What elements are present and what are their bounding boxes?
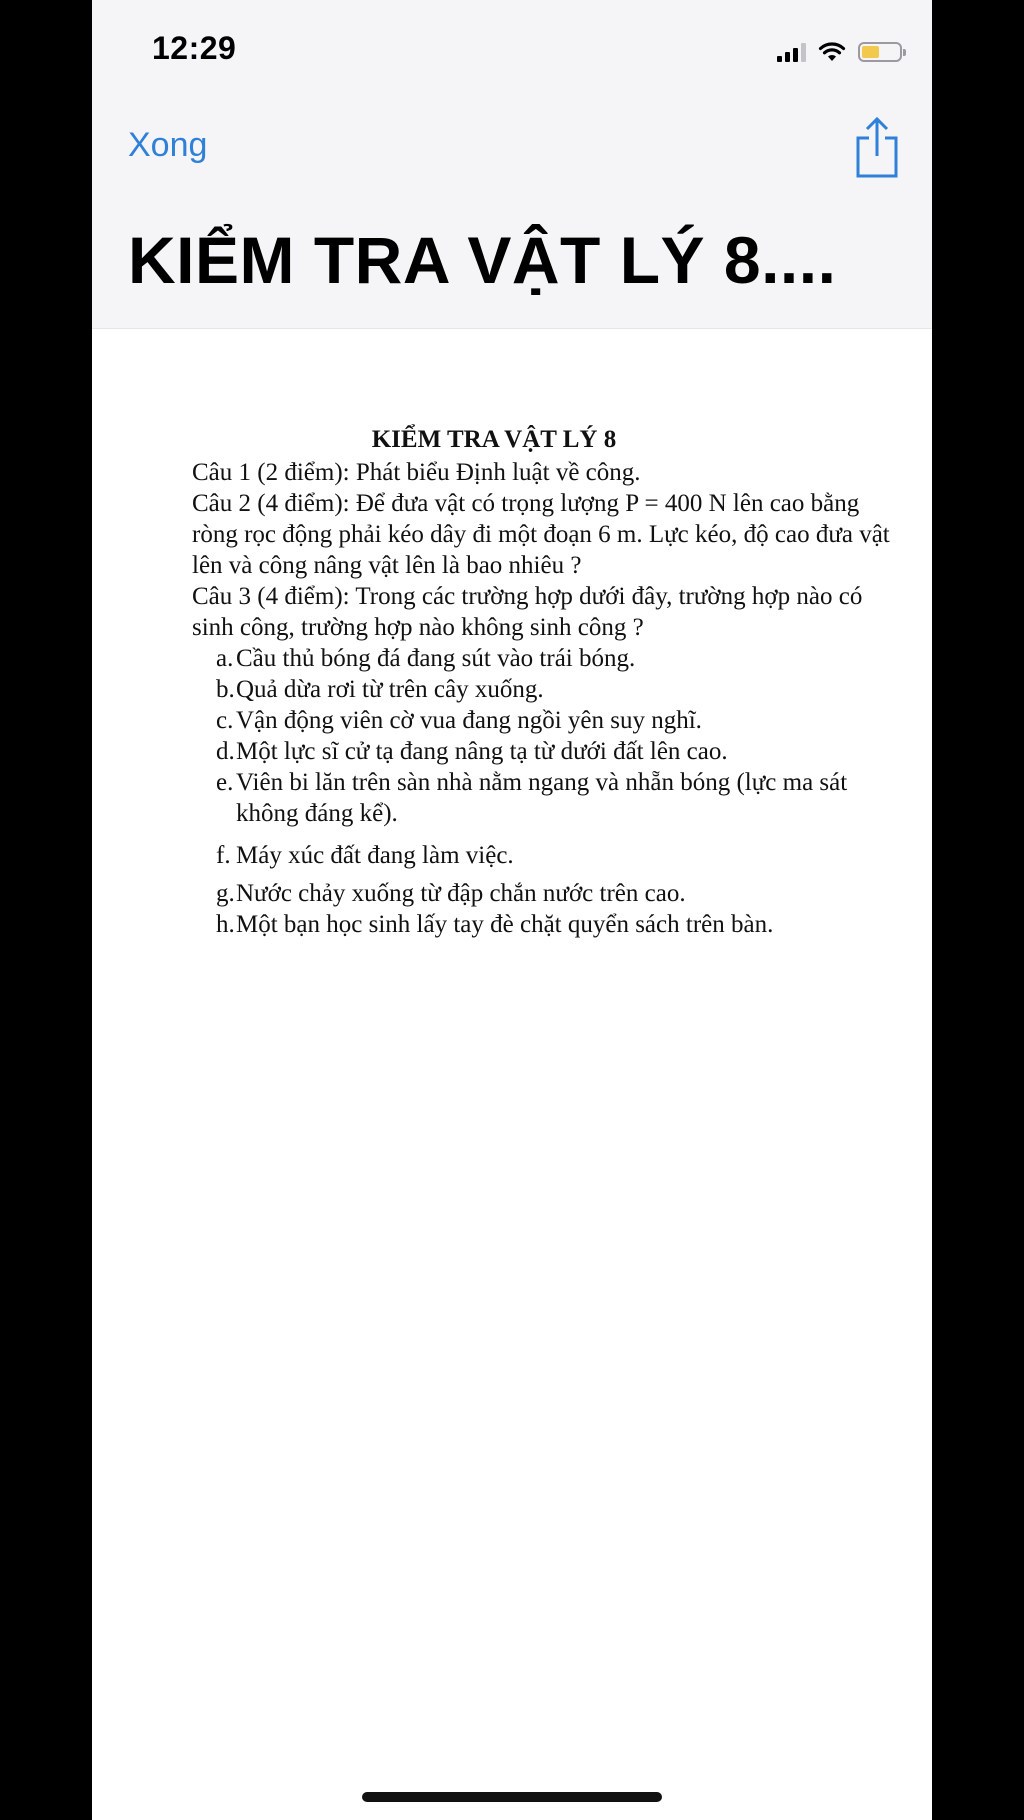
- option-text: Vận động viên cờ vua đang ngồi yên suy nghĩ.: [236, 707, 702, 734]
- share-button[interactable]: [852, 114, 902, 180]
- navigation-header: [92, 0, 932, 329]
- option-mark: a.: [216, 645, 234, 672]
- share-icon: [852, 114, 902, 180]
- option-mark: e.: [216, 769, 234, 796]
- option-mark: b.: [216, 676, 235, 703]
- question-3: Câu 3 (4 điểm): Trong các trường hợp dưới đây, trường hợp nào có sinh công, trường hợp nào không sinh công ?: [192, 583, 863, 641]
- home-indicator[interactable]: [362, 1792, 662, 1802]
- option-h: [192, 909, 892, 940]
- wifi-icon: [818, 41, 846, 63]
- option-mark: g.: [216, 880, 235, 907]
- option-text: Máy xúc đất đang làm việc.: [236, 842, 514, 869]
- document-content: [192, 424, 892, 940]
- signal-icon: [777, 42, 806, 62]
- page-title: KIỂM TRA VẬT LÝ 8....: [128, 223, 837, 297]
- option-f: [192, 840, 892, 871]
- option-text: Một bạn học sinh lấy tay đè chặt quyển sách trên bàn.: [236, 911, 774, 938]
- question-2: Câu 2 (4 điểm): Để đưa vật có trọng lượng P = 400 N lên cao bằng ròng rọc động phải kéo dây đi một đoạn 6 m. Lực kéo, độ cao đưa vật lên và công nâng vật lên là bao nhiêu ?: [192, 490, 890, 579]
- phone-screen: [92, 0, 932, 1820]
- option-b: [192, 674, 892, 705]
- option-g: [192, 878, 892, 909]
- option-mark: d.: [216, 738, 235, 765]
- status-time: 12:29: [152, 30, 237, 66]
- option-text: Quả dừa rơi từ trên cây xuống.: [236, 676, 544, 703]
- battery-level: [862, 46, 879, 58]
- battery-icon: [858, 42, 902, 62]
- status-icons: [777, 38, 902, 66]
- answer-options-list: [192, 643, 892, 940]
- option-d: [192, 736, 892, 767]
- done-button[interactable]: Xong: [128, 126, 208, 164]
- document-title: KIỂM TRA VẬT LÝ 8: [371, 426, 617, 453]
- option-e: [192, 767, 892, 829]
- option-text: Một lực sĩ cử tạ đang nâng tạ từ dưới đất lên cao.: [236, 738, 728, 765]
- option-text: Cầu thủ bóng đá đang sút vào trái bóng.: [236, 645, 636, 672]
- option-text: Viên bi lăn trên sàn nhà nằm ngang và nhẵn bóng (lực ma sát không đáng kể).: [236, 769, 848, 827]
- option-a: [192, 643, 892, 674]
- question-1: Câu 1 (2 điểm): Phát biểu Định luật về công.: [192, 459, 641, 486]
- option-mark: c.: [216, 707, 234, 734]
- option-c: [192, 705, 892, 736]
- option-mark: h.: [216, 911, 235, 938]
- option-text: Nước chảy xuống từ đập chắn nước trên cao.: [236, 880, 686, 907]
- option-mark: f.: [216, 842, 231, 869]
